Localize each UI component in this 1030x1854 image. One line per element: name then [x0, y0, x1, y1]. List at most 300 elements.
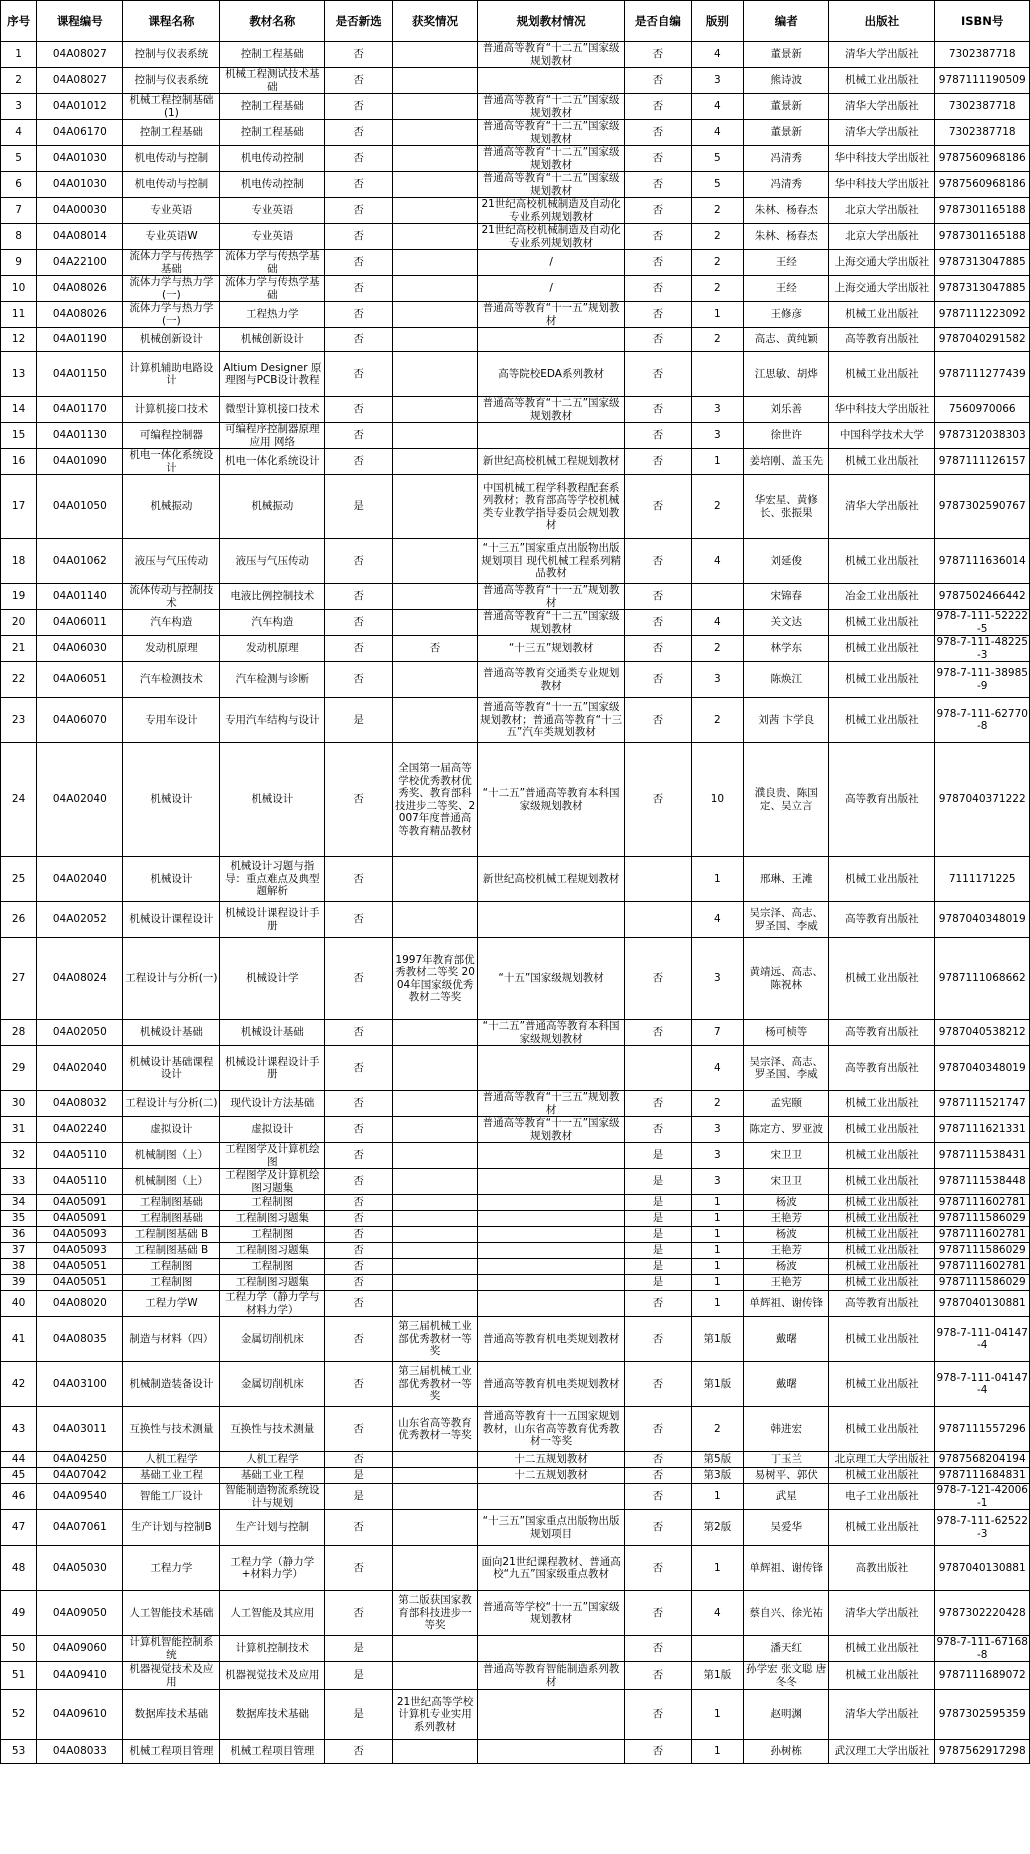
cell-col-seq: 50: [1, 1636, 37, 1662]
cell-col-new-selected: 否: [325, 1740, 393, 1764]
cell-col-new-selected: 否: [325, 1591, 393, 1636]
cell-col-course-name: 工程制图: [123, 1259, 220, 1275]
cell-col-seq: 3: [1, 94, 37, 120]
cell-col-editor: 刘茜 卞学良: [744, 698, 829, 743]
cell-col-self-compiled: 否: [625, 1317, 692, 1362]
cell-col-seq: 43: [1, 1407, 37, 1452]
cell-col-course-name: 可编程控制器: [123, 423, 220, 449]
cell-col-course-code: 04A08014: [37, 224, 123, 250]
cell-col-textbook-name: 控制工程基础: [220, 94, 325, 120]
cell-col-isbn: 9787040371222: [935, 743, 1030, 857]
cell-col-new-selected: 是: [325, 475, 393, 539]
cell-col-awards: [392, 172, 477, 198]
cell-col-editor: 宋卫卫: [744, 1169, 829, 1195]
cell-col-edition: 1: [691, 449, 744, 475]
cell-col-self-compiled: 否: [625, 1362, 692, 1407]
cell-col-self-compiled: 是: [625, 1195, 692, 1211]
cell-col-isbn: 9787111602781: [935, 1195, 1030, 1211]
table-row: [1, 1740, 1030, 1764]
cell-col-self-compiled: 否: [625, 328, 692, 352]
cell-col-textbook-name: 智能制造物流系统设计与规划: [220, 1484, 325, 1510]
cell-col-course-name: 计算机辅助电路设计: [123, 352, 220, 397]
cell-col-self-compiled: [625, 1046, 692, 1091]
table-row: [1, 1636, 1030, 1662]
table-row: [1, 423, 1030, 449]
table-row: [1, 938, 1030, 1020]
cell-col-course-code: 04A05093: [37, 1227, 123, 1243]
cell-col-new-selected: 否: [325, 397, 393, 423]
cell-col-course-code: 04A02040: [37, 743, 123, 857]
cell-col-course-code: 04A08026: [37, 302, 123, 328]
cell-col-seq: 51: [1, 1662, 37, 1690]
cell-col-course-name: 汽车检测技术: [123, 662, 220, 698]
cell-col-editor: 韩进宏: [744, 1407, 829, 1452]
cell-col-editor: 董景新: [744, 94, 829, 120]
cell-col-seq: 16: [1, 449, 37, 475]
cell-col-new-selected: 否: [325, 1546, 393, 1591]
cell-col-edition: 1: [691, 1243, 744, 1259]
cell-col-edition: 第2版: [691, 1510, 744, 1546]
cell-col-self-compiled: 否: [625, 224, 692, 250]
cell-col-seq: 44: [1, 1452, 37, 1468]
cell-col-edition: 第5版: [691, 1452, 744, 1468]
cell-col-awards: 第三届机械工业部优秀教材一等奖: [392, 1317, 477, 1362]
cell-col-planned: 普通高等教育“十二五”国家级规划教材: [478, 397, 625, 423]
cell-col-course-code: 04A08035: [37, 1317, 123, 1362]
cell-col-awards: 第三届机械工业部优秀教材一等奖: [392, 1362, 477, 1407]
cell-col-course-name: 工程制图基础: [123, 1211, 220, 1227]
cell-col-self-compiled: 否: [625, 449, 692, 475]
cell-col-textbook-name: 控制工程基础: [220, 42, 325, 68]
cell-col-isbn: 9787111190509: [935, 68, 1030, 94]
cell-col-editor: 武星: [744, 1484, 829, 1510]
cell-col-isbn: 9787111538448: [935, 1169, 1030, 1195]
cell-col-textbook-name: 工程制图习题集: [220, 1243, 325, 1259]
cell-col-isbn: 9787111602781: [935, 1227, 1030, 1243]
cell-col-self-compiled: 否: [625, 475, 692, 539]
cell-col-seq: 4: [1, 120, 37, 146]
cell-col-publisher: 机械工业出版社: [829, 1117, 935, 1143]
cell-col-awards: [392, 1662, 477, 1690]
cell-col-edition: 4: [691, 120, 744, 146]
cell-col-planned: [478, 1291, 625, 1317]
cell-col-new-selected: 否: [325, 328, 393, 352]
cell-col-course-name: 工程设计与分析(一): [123, 938, 220, 1020]
cell-col-editor: 孙学宏 张文聪 唐冬冬: [744, 1662, 829, 1690]
cell-col-new-selected: 否: [325, 146, 393, 172]
cell-col-new-selected: 否: [325, 1227, 393, 1243]
cell-col-awards: 第二版获国家教育部科技进步一等奖: [392, 1591, 477, 1636]
cell-col-course-name: 计算机接口技术: [123, 397, 220, 423]
cell-col-self-compiled: 否: [625, 1091, 692, 1117]
cell-col-awards: [392, 276, 477, 302]
cell-col-course-name: 制造与材料（四）: [123, 1317, 220, 1362]
cell-col-edition: 第1版: [691, 1317, 744, 1362]
cell-col-awards: [392, 610, 477, 636]
header-col-self-compiled: 是否自编: [625, 1, 692, 42]
cell-col-planned: “十五”国家级规划教材: [478, 938, 625, 1020]
cell-col-new-selected: 否: [325, 276, 393, 302]
cell-col-isbn: 9787040130881: [935, 1291, 1030, 1317]
cell-col-textbook-name: 机械创新设计: [220, 328, 325, 352]
table-row: [1, 1407, 1030, 1452]
cell-col-planned: [478, 68, 625, 94]
cell-col-awards: [392, 698, 477, 743]
cell-col-publisher: 清华大学出版社: [829, 1591, 935, 1636]
cell-col-edition: 第1版: [691, 1662, 744, 1690]
cell-col-edition: 4: [691, 1591, 744, 1636]
table-row: [1, 1275, 1030, 1291]
cell-col-seq: 13: [1, 352, 37, 397]
cell-col-textbook-name: 机电传动控制: [220, 146, 325, 172]
cell-col-textbook-name: 工程力学（静力学+材料力学）: [220, 1546, 325, 1591]
cell-col-seq: 25: [1, 857, 37, 902]
cell-col-awards: [392, 328, 477, 352]
cell-col-publisher: 机械工业出版社: [829, 449, 935, 475]
cell-col-planned: 普通高等教育“十二五”国家级规划教材: [478, 146, 625, 172]
cell-col-course-name: 机械制图（上）: [123, 1143, 220, 1169]
table-row: [1, 352, 1030, 397]
cell-col-textbook-name: 工程图学及计算机绘图: [220, 1143, 325, 1169]
cell-col-course-name: 工程制图基础 B: [123, 1243, 220, 1259]
cell-col-new-selected: 否: [325, 1259, 393, 1275]
cell-col-seq: 18: [1, 539, 37, 584]
cell-col-self-compiled: 否: [625, 1291, 692, 1317]
cell-col-seq: 31: [1, 1117, 37, 1143]
cell-col-edition: 1: [691, 1546, 744, 1591]
cell-col-course-code: 04A02050: [37, 1020, 123, 1046]
cell-col-planned: [478, 1211, 625, 1227]
table-row: [1, 1484, 1030, 1510]
cell-col-publisher: 清华大学出版社: [829, 94, 935, 120]
cell-col-editor: 吴爱华: [744, 1510, 829, 1546]
cell-col-planned: 普通高等学校“十一五”国家级规划教材: [478, 1591, 625, 1636]
cell-col-editor: 邢琳、王滩: [744, 857, 829, 902]
cell-col-textbook-name: 专业英语: [220, 198, 325, 224]
cell-col-planned: 中国机械工程学科教程配套系列教材；教育部高等学校机械类专业教学指导委员会规划教材: [478, 475, 625, 539]
cell-col-edition: 2: [691, 1407, 744, 1452]
cell-col-awards: [392, 1143, 477, 1169]
cell-col-isbn: 7302387718: [935, 94, 1030, 120]
cell-col-course-code: 04A08020: [37, 1291, 123, 1317]
cell-col-seq: 6: [1, 172, 37, 198]
cell-col-isbn: 9787040348019: [935, 902, 1030, 938]
cell-col-editor: 戴曙: [744, 1362, 829, 1407]
cell-col-course-name: 机械设计基础课程设计: [123, 1046, 220, 1091]
cell-col-awards: [392, 68, 477, 94]
cell-col-publisher: 机械工业出版社: [829, 1317, 935, 1362]
cell-col-publisher: 机械工业出版社: [829, 1227, 935, 1243]
cell-col-awards: [392, 1243, 477, 1259]
cell-col-textbook-name: 工程力学（静力学与材料力学）: [220, 1291, 325, 1317]
cell-col-awards: [392, 302, 477, 328]
cell-col-publisher: 机械工业出版社: [829, 1211, 935, 1227]
cell-col-editor: 杨波: [744, 1227, 829, 1243]
cell-col-textbook-name: 机械设计习题与指导：重点难点及典型题解析: [220, 857, 325, 902]
table-row: [1, 698, 1030, 743]
cell-col-edition: 2: [691, 1091, 744, 1117]
cell-col-self-compiled: 否: [625, 938, 692, 1020]
cell-col-new-selected: 否: [325, 172, 393, 198]
cell-col-planned: 普通高等教育智能制造系列教材: [478, 1662, 625, 1690]
cell-col-self-compiled: 否: [625, 1636, 692, 1662]
cell-col-planned: 普通高等教育“十一五”国家级规划教材: [478, 1117, 625, 1143]
cell-col-isbn: 9787302595359: [935, 1690, 1030, 1740]
cell-col-publisher: 机械工业出版社: [829, 857, 935, 902]
cell-col-textbook-name: 人机工程学: [220, 1452, 325, 1468]
cell-col-textbook-name: 机电一体化系统设计: [220, 449, 325, 475]
cell-col-awards: [392, 120, 477, 146]
cell-col-seq: 21: [1, 636, 37, 662]
cell-col-publisher: 机械工业出版社: [829, 1091, 935, 1117]
cell-col-edition: [691, 352, 744, 397]
cell-col-textbook-name: 工程制图: [220, 1195, 325, 1211]
cell-col-editor: 戴曙: [744, 1317, 829, 1362]
cell-col-awards: [392, 1227, 477, 1243]
cell-col-course-code: 04A05093: [37, 1243, 123, 1259]
cell-col-course-name: 机电传动与控制: [123, 172, 220, 198]
table-row: [1, 1046, 1030, 1091]
cell-col-isbn: 9787040348019: [935, 1046, 1030, 1091]
cell-col-planned: [478, 1259, 625, 1275]
cell-col-textbook-name: 流体力学与传热学基础: [220, 250, 325, 276]
cell-col-isbn: 9787313047885: [935, 250, 1030, 276]
cell-col-isbn: 978-7-111-62522-3: [935, 1510, 1030, 1546]
cell-col-self-compiled: 否: [625, 250, 692, 276]
cell-col-edition: 5: [691, 146, 744, 172]
cell-col-editor: 高志、黄纯颖: [744, 328, 829, 352]
table-row: [1, 1362, 1030, 1407]
cell-col-seq: 38: [1, 1259, 37, 1275]
cell-col-new-selected: 是: [325, 698, 393, 743]
cell-col-textbook-name: 现代设计方法基础: [220, 1091, 325, 1117]
cell-col-new-selected: 是: [325, 1690, 393, 1740]
cell-col-self-compiled: 是: [625, 1243, 692, 1259]
cell-col-self-compiled: 否: [625, 1740, 692, 1764]
cell-col-editor: 孙树栋: [744, 1740, 829, 1764]
cell-col-edition: 2: [691, 276, 744, 302]
cell-col-planned: 21世纪高校机械制造及自动化专业系列规划教材: [478, 224, 625, 250]
cell-col-publisher: 高等教育出版社: [829, 743, 935, 857]
cell-col-edition: 2: [691, 475, 744, 539]
cell-col-editor: 杨可桢等: [744, 1020, 829, 1046]
cell-col-self-compiled: 否: [625, 584, 692, 610]
cell-col-editor: 朱林、杨春杰: [744, 198, 829, 224]
table-row: [1, 1143, 1030, 1169]
table-row: [1, 328, 1030, 352]
cell-col-self-compiled: 否: [625, 423, 692, 449]
cell-col-new-selected: 否: [325, 1046, 393, 1091]
cell-col-course-name: 智能工厂设计: [123, 1484, 220, 1510]
cell-col-new-selected: 否: [325, 1243, 393, 1259]
table-row: [1, 198, 1030, 224]
cell-col-course-name: 机械工程控制基础(1): [123, 94, 220, 120]
cell-col-course-code: 04A02040: [37, 857, 123, 902]
cell-col-isbn: 7560970066: [935, 397, 1030, 423]
cell-col-editor: 单辉祖、谢传锋: [744, 1291, 829, 1317]
cell-col-course-code: 04A09410: [37, 1662, 123, 1690]
cell-col-course-code: 04A01062: [37, 539, 123, 584]
cell-col-awards: [392, 146, 477, 172]
cell-col-new-selected: 是: [325, 1636, 393, 1662]
cell-col-course-name: 机械设计: [123, 857, 220, 902]
cell-col-new-selected: 否: [325, 1091, 393, 1117]
cell-col-awards: [392, 1259, 477, 1275]
cell-col-planned: 普通高等教育“十二五”国家级规划教材: [478, 172, 625, 198]
table-row: [1, 1211, 1030, 1227]
cell-col-course-code: 04A08027: [37, 42, 123, 68]
cell-col-publisher: 机械工业出版社: [829, 1362, 935, 1407]
cell-col-course-code: 04A05110: [37, 1143, 123, 1169]
cell-col-course-code: 04A05091: [37, 1195, 123, 1211]
table-row: [1, 662, 1030, 698]
cell-col-self-compiled: 否: [625, 1510, 692, 1546]
cell-col-self-compiled: 否: [625, 539, 692, 584]
cell-col-self-compiled: 是: [625, 1211, 692, 1227]
cell-col-publisher: 高等教育出版社: [829, 1046, 935, 1091]
cell-col-isbn: 9787111538431: [935, 1143, 1030, 1169]
cell-col-textbook-name: 可编程序控制器原理 应用 网络: [220, 423, 325, 449]
cell-col-seq: 42: [1, 1362, 37, 1407]
cell-col-course-name: 工程制图基础: [123, 1195, 220, 1211]
cell-col-seq: 7: [1, 198, 37, 224]
cell-col-course-name: 机械制图（上）: [123, 1169, 220, 1195]
cell-col-isbn: 9787040291582: [935, 328, 1030, 352]
cell-col-editor: 董景新: [744, 42, 829, 68]
cell-col-editor: 王艳芳: [744, 1243, 829, 1259]
table-row: [1, 1546, 1030, 1591]
cell-col-planned: [478, 1227, 625, 1243]
table-row: [1, 1291, 1030, 1317]
cell-col-self-compiled: 否: [625, 636, 692, 662]
cell-col-planned: [478, 1169, 625, 1195]
cell-col-course-name: 机器视觉技术及应用: [123, 1662, 220, 1690]
cell-col-seq: 14: [1, 397, 37, 423]
header-col-new-selected: 是否新选: [325, 1, 393, 42]
cell-col-textbook-name: 工程热力学: [220, 302, 325, 328]
cell-col-planned: 普通高等教育“十二五”国家级规划教材: [478, 94, 625, 120]
cell-col-editor: 丁玉兰: [744, 1452, 829, 1468]
cell-col-seq: 48: [1, 1546, 37, 1591]
cell-col-textbook-name: 互换性与技术测量: [220, 1407, 325, 1452]
cell-col-self-compiled: 否: [625, 120, 692, 146]
cell-col-isbn: 978-7-121-42006-1: [936, 1484, 1028, 1509]
cell-col-new-selected: 是: [325, 1662, 393, 1690]
cell-col-publisher: 机械工业出版社: [829, 352, 935, 397]
cell-col-self-compiled: 否: [625, 1484, 692, 1510]
cell-col-publisher: 机械工业出版社: [829, 1407, 935, 1452]
cell-col-publisher: 冶金工业出版社: [829, 584, 935, 610]
cell-col-course-code: 04A06070: [37, 698, 123, 743]
cell-col-textbook-name: 生产计划与控制: [220, 1510, 325, 1546]
cell-col-textbook-name: 流体力学与传热学基础: [220, 276, 325, 302]
cell-col-isbn: 9787040130881: [935, 1546, 1030, 1591]
cell-col-course-name: 控制与仪表系统: [123, 68, 220, 94]
cell-col-editor: 朱林、杨春杰: [744, 224, 829, 250]
cell-col-textbook-name: 发动机原理: [220, 636, 325, 662]
cell-col-textbook-name: 控制工程基础: [220, 120, 325, 146]
cell-col-publisher: 华中科技大学出版社: [829, 397, 935, 423]
cell-col-awards: 21世纪高等学校计算机专业实用系列教材: [392, 1690, 477, 1740]
cell-col-self-compiled: [625, 902, 692, 938]
cell-col-textbook-name: 工程图学及计算机绘图习题集: [220, 1169, 325, 1195]
cell-col-planned: “十三五”国家重点出版物出版规划项目 现代机械工程系列精品教材: [478, 539, 625, 584]
cell-col-awards: [392, 1468, 477, 1484]
cell-col-textbook-name: 机械振动: [220, 475, 325, 539]
cell-col-seq: 49: [1, 1591, 37, 1636]
cell-col-self-compiled: 否: [625, 1468, 692, 1484]
table-row: [1, 1317, 1030, 1362]
cell-col-seq: 2: [1, 68, 37, 94]
cell-col-seq: 24: [1, 743, 37, 857]
cell-col-self-compiled: 否: [625, 1591, 692, 1636]
cell-col-isbn: 9787040538212: [935, 1020, 1030, 1046]
cell-col-publisher: 机械工业出版社: [829, 610, 935, 636]
table-row: [1, 68, 1030, 94]
cell-col-planned: 高等院校EDA系列教材: [478, 352, 625, 397]
cell-col-isbn: 9787111602781: [935, 1259, 1030, 1275]
header-col-seq: 序号: [1, 1, 37, 42]
cell-col-awards: [392, 1636, 477, 1662]
cell-col-new-selected: 否: [325, 302, 393, 328]
cell-col-isbn: 9787111621331: [935, 1117, 1030, 1143]
cell-col-editor: 关文达: [744, 610, 829, 636]
cell-col-course-name: 工程设计与分析(二): [123, 1091, 220, 1117]
cell-col-editor: 王经: [744, 250, 829, 276]
cell-col-awards: [392, 1020, 477, 1046]
cell-col-isbn: 7302387718: [935, 42, 1030, 68]
cell-col-new-selected: 否: [325, 120, 393, 146]
cell-col-isbn: 9787111223092: [935, 302, 1030, 328]
cell-col-isbn: 9787111684831: [935, 1468, 1030, 1484]
table-row: [1, 224, 1030, 250]
cell-col-course-code: 04A22100: [37, 250, 123, 276]
cell-col-course-code: 04A00030: [37, 198, 123, 224]
cell-col-editor: 王修彦: [744, 302, 829, 328]
cell-col-editor: 宋卫卫: [744, 1143, 829, 1169]
cell-col-course-code: 04A01030: [37, 172, 123, 198]
cell-col-editor: 杨波: [744, 1195, 829, 1211]
cell-col-awards: 否: [392, 636, 477, 662]
cell-col-planned: [478, 1275, 625, 1291]
cell-col-seq: 27: [1, 938, 37, 1020]
cell-col-planned: 普通高等教育“十二五”国家级规划教材: [478, 610, 625, 636]
cell-col-isbn: 7302387718: [935, 120, 1030, 146]
cell-col-edition: 3: [691, 938, 744, 1020]
cell-col-awards: [392, 584, 477, 610]
cell-col-self-compiled: 是: [625, 1227, 692, 1243]
cell-col-planned: [478, 328, 625, 352]
cell-col-seq: 17: [1, 475, 37, 539]
cell-col-course-name: 人工智能技术基础: [123, 1591, 220, 1636]
table-row: [1, 397, 1030, 423]
cell-col-planned: 普通高等教育机电类规划教材: [478, 1317, 625, 1362]
cell-col-new-selected: 否: [325, 1275, 393, 1291]
cell-col-awards: [392, 94, 477, 120]
cell-col-course-code: 04A08032: [37, 1091, 123, 1117]
cell-col-edition: 2: [691, 198, 744, 224]
cell-col-awards: [392, 1195, 477, 1211]
cell-col-course-code: 04A04250: [37, 1452, 123, 1468]
cell-col-seq: 40: [1, 1291, 37, 1317]
cell-col-isbn: 9787312038303: [935, 423, 1030, 449]
cell-col-editor: 林学东: [744, 636, 829, 662]
cell-col-awards: 1997年教育部优秀教材二等奖 2004年国家级优秀教材二等奖: [392, 938, 477, 1020]
cell-col-new-selected: 否: [325, 1169, 393, 1195]
header-col-isbn: ISBN号: [935, 1, 1030, 42]
cell-col-course-code: 04A09610: [37, 1690, 123, 1740]
cell-col-awards: [392, 1211, 477, 1227]
